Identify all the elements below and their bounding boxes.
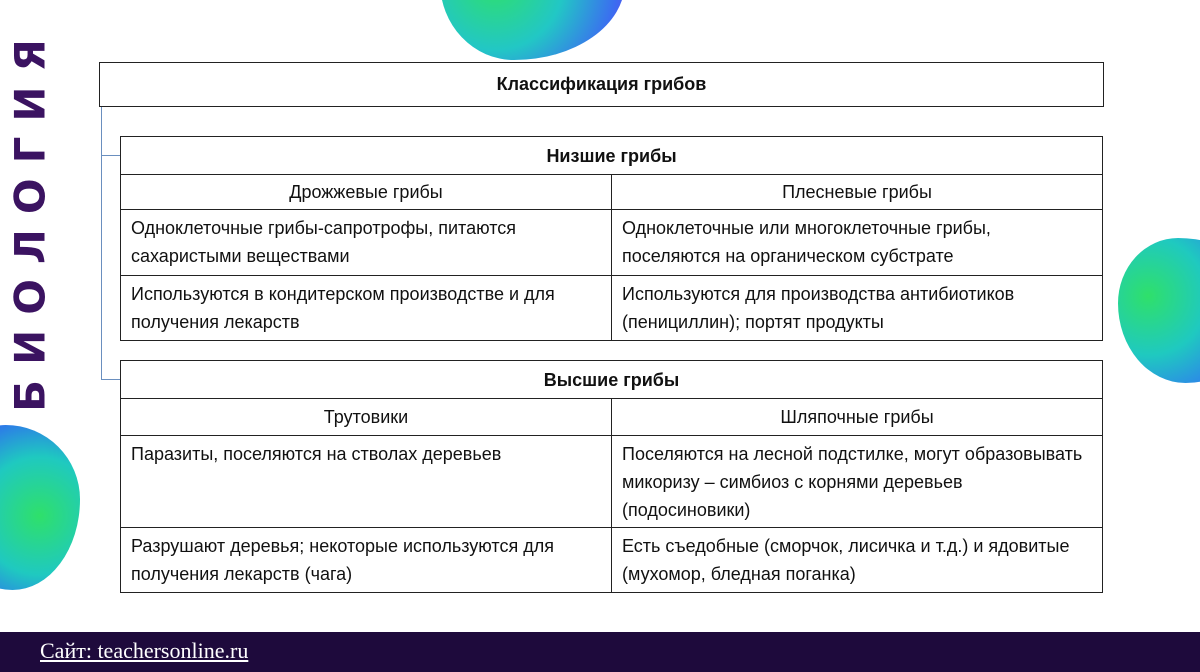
site-link[interactable]: Сайт: teachersonline.ru — [40, 638, 249, 663]
table-cell: Разрушают деревья; некоторые используются для получения лекарств (чага) — [121, 528, 612, 593]
table-cell: Поселяются на лесной подстилке, могут образовывать микоризу – симбиоз с корнями деревьев (подосиновики) — [612, 436, 1103, 528]
table-row — [121, 276, 1103, 341]
classification-title-text: Классификация грибов — [496, 74, 707, 94]
column-header-polypores: Трутовики — [121, 399, 612, 436]
lower-fungi-heading: Низшие грибы — [121, 137, 1103, 175]
connector-to-higher — [101, 379, 120, 380]
table-row — [121, 436, 1103, 528]
column-header-yeast: Дрожжевые грибы — [121, 175, 612, 210]
connector-vertical — [101, 107, 102, 380]
footer-bar — [0, 632, 1200, 672]
subject-title-vertical: БИОЛОГИЯ — [5, 24, 55, 412]
connector-to-lower — [101, 155, 120, 156]
decorative-blob-top — [440, 0, 625, 60]
table-row — [121, 210, 1103, 276]
table-cell: Паразиты, поселяются на стволах деревьев — [121, 436, 612, 528]
table-cell: Есть съедобные (сморчок, лисичка и т.д.) и ядовитые (мухомор, бледная поганка) — [612, 528, 1103, 593]
higher-fungi-table — [120, 360, 1103, 593]
table-cell: Используются в кондитерском производстве и для получения лекарств — [121, 276, 612, 341]
table-cell: Одноклеточные грибы-сапротрофы, питаются сахаристыми веществами — [121, 210, 612, 276]
higher-fungi-heading: Высшие грибы — [121, 361, 1103, 399]
table-cell: Используются для производства антибиотиков (пенициллин); портят продукты — [612, 276, 1103, 341]
column-header-mold: Плесневые грибы — [612, 175, 1103, 210]
classification-title — [99, 62, 1104, 107]
decorative-blob-left — [0, 425, 80, 590]
lower-fungi-table — [120, 136, 1103, 341]
table-row — [121, 528, 1103, 593]
decorative-blob-right — [1118, 238, 1200, 383]
column-header-cap-mushrooms: Шляпочные грибы — [612, 399, 1103, 436]
table-cell: Одноклеточные или многоклеточные грибы, поселяются на органическом субстрате — [612, 210, 1103, 276]
